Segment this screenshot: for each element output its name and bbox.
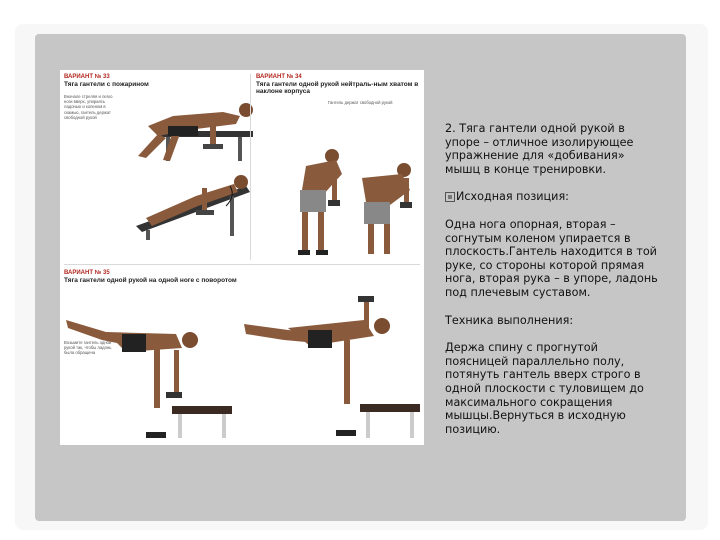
variant-35-subtitle: Тяга гантели одной рукой на одной ноге с поворотом	[64, 277, 237, 284]
intro-paragraph: 2. Тяга гантели одной рукой в упоре – отличное изолирующее упражнение для «добивания» мышц в конце тренировки.	[445, 122, 634, 176]
variant-35-title: ВАРИАНТ № 35	[64, 270, 110, 276]
variant-33-title: ВАРИАНТ № 33	[64, 74, 110, 80]
starting-position-paragraph: Одна нога опорная, вторая – согнутым коленом упирается в плоскость.Гантель находится в той руке, со стороны которой прямая нога, вторая рука – в упоре, ладонь под плечевым суставом.	[445, 217, 658, 299]
slide-text	[445, 122, 660, 436]
variant-33-subtitle: Тяга гантели с пожарином	[64, 81, 149, 88]
variant-34-title: ВАРИАНТ № 34	[256, 74, 302, 80]
variant-33-photo-bottom	[126, 166, 256, 240]
variant-35-instructions: Возьмите гантель одной рукой так, чтобы ладонь была обращена	[64, 340, 112, 356]
square-bullet-icon	[445, 192, 455, 202]
column-divider	[250, 74, 251, 260]
starting-position-label: Исходная позиция:	[456, 190, 569, 204]
starting-position-heading	[445, 190, 660, 204]
variant-34-instructions: Гантель держат свободной рукой	[328, 100, 393, 105]
variant-34-photos	[292, 144, 418, 260]
variant-34-subtitle: Тяга гантели одной рукой нейтраль-ным хватом в наклоне корпуса	[256, 81, 419, 95]
variant-33-photo-top	[118, 86, 258, 168]
technique-paragraph: Держа спину с прогнутой поясницей параллельно полу, потянуть гантель вверх строго в одной плоскости с туловищем до максимального сокращения мышцы.Вернуться в исходную позицию.	[445, 341, 644, 436]
variant-33-instructions: Вначале стреляя и легко ноги вверх, упираясь ладонью и коленом в скамью, гантель держат свободной рукой	[64, 94, 113, 120]
technique-heading: Техника выполнения:	[445, 313, 574, 327]
row-divider	[64, 264, 420, 265]
variant-35-photo-right	[244, 280, 420, 442]
exercise-illustration	[60, 70, 424, 445]
variant-35-photo-left	[66, 292, 236, 442]
variant-34-header	[256, 74, 421, 95]
